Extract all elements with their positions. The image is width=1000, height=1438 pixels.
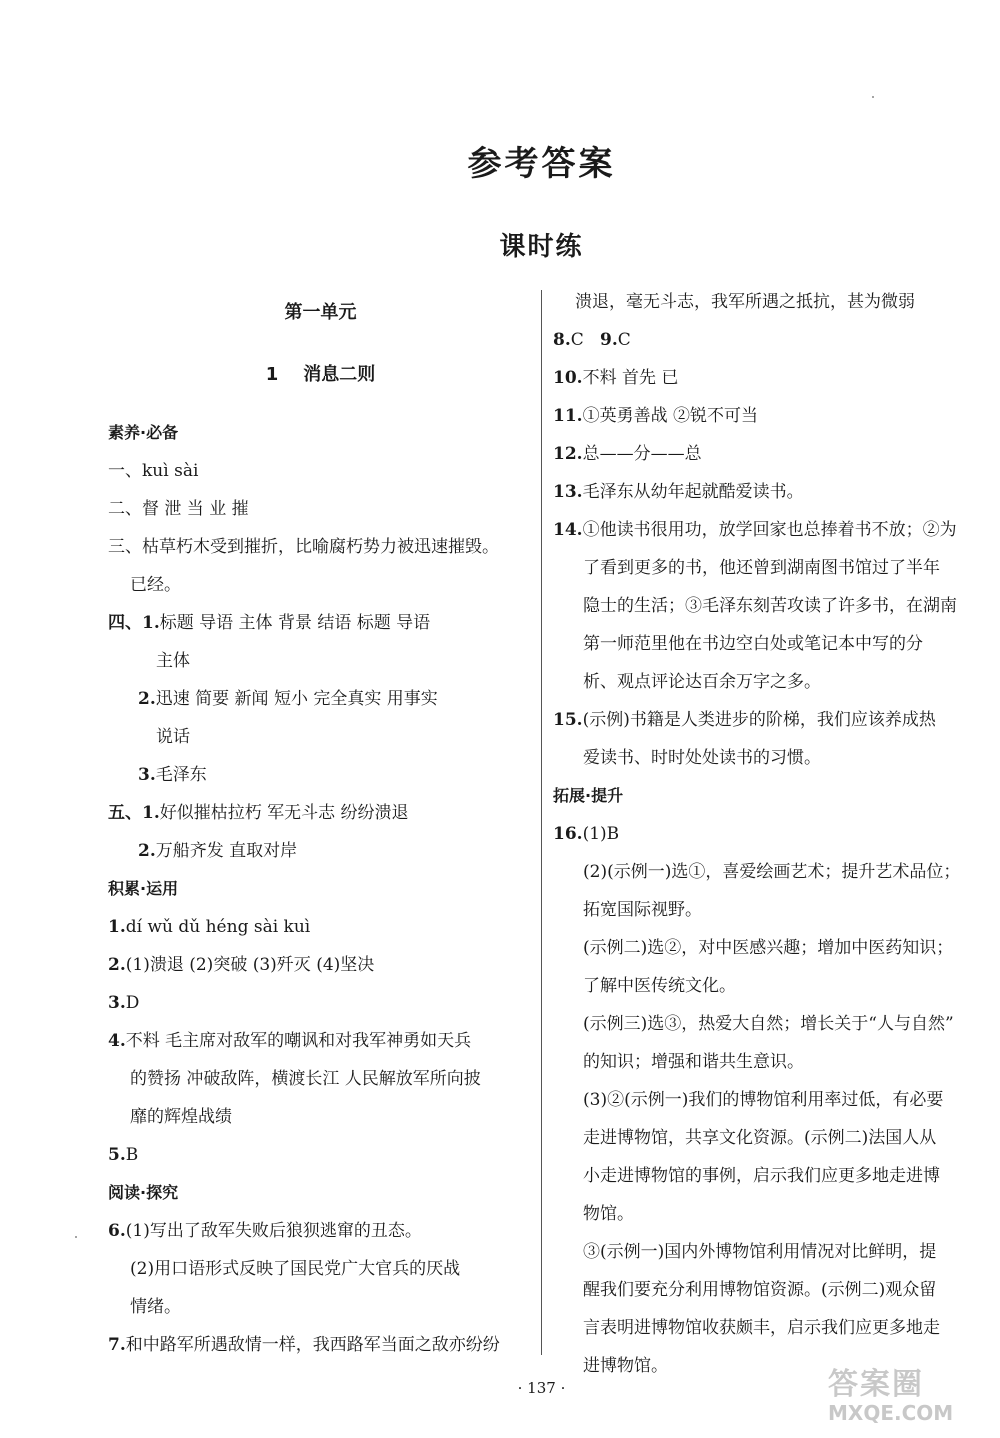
question-number: 4.	[108, 1031, 126, 1051]
question-answer: ①英勇善战 ②锐不可当	[582, 406, 758, 426]
answer-line: 溃退，毫无斗志，我军所遇之抵抗，甚为微弱	[575, 292, 915, 312]
question-number: 9.	[599, 330, 618, 350]
answer-line: 一、kuì sài	[108, 461, 199, 481]
answer-line	[553, 473, 978, 511]
question-number: 6.	[108, 1221, 126, 1241]
speck	[75, 1236, 77, 1238]
answer-line: 物馆。	[583, 1204, 634, 1224]
answer-line: 隐士的生活；③毛泽东刻苦攻读了许多书，在湖南	[583, 596, 957, 616]
answer-line	[108, 680, 533, 718]
question-answer: D	[125, 993, 140, 1013]
question-number: 3.	[108, 993, 126, 1013]
left-column	[108, 296, 533, 1364]
question-number: 15.	[553, 710, 583, 730]
question-answer: (1)写出了敌军失败后狼狈逃窜的丑态。	[125, 1221, 422, 1241]
right-column	[553, 283, 978, 1385]
answer-line: 第一师范里他在书边空白处或笔记本中写的分	[583, 634, 923, 654]
answer-line	[108, 1136, 533, 1174]
watermark-bottom: MXQE.COM	[828, 1401, 954, 1425]
item-number: 3.	[138, 765, 156, 785]
category-heading: 阅读·探究	[108, 1183, 179, 1202]
answer-line: ③(示例一)国内外博物馆利用情况对比鲜明，提	[583, 1242, 937, 1262]
answer-line: 已经。	[130, 575, 181, 595]
item-text: 迅速 简要 新闻 短小 完全真实 用事实	[155, 689, 438, 709]
answer-line	[108, 756, 533, 794]
question-answer: B	[125, 1145, 139, 1165]
question-number: 2.	[108, 955, 126, 975]
speck	[872, 96, 874, 98]
answer-line: 了看到更多的书，他还曾到湖南图书馆过了半年	[583, 558, 940, 578]
question-number: 16.	[553, 824, 583, 844]
question-answer: 不料 毛主席对敌军的嘲讽和对我军神勇如天兵	[125, 1031, 472, 1051]
category-heading: 积累·运用	[108, 879, 179, 898]
question-answer: C	[617, 330, 631, 350]
question-answer: 和中路军所遇敌情一样，我西路军当面之敌亦纷纷	[125, 1335, 500, 1355]
lesson-number: 1	[265, 364, 279, 385]
item-text: 好似摧枯拉朽 军无斗志 纷纷溃退	[159, 803, 409, 823]
watermark-top: 答案圈	[828, 1367, 924, 1402]
answer-line: (3)②(示例一)我们的博物馆利用率过低，有必要	[583, 1090, 944, 1110]
category-heading: 拓展·提升	[553, 786, 624, 805]
answer-line: 醒我们要充分利用博物馆资源。(示例二)观众留	[583, 1280, 937, 1300]
item-text: 毛泽东	[155, 765, 207, 785]
answer-line	[108, 984, 533, 1022]
answer-line	[553, 511, 978, 549]
question-answer: 不料 首先 已	[582, 368, 679, 388]
answer-line	[553, 359, 978, 397]
answer-line: 言表明进博物馆收获颇丰，启示我们应更多地走	[583, 1318, 940, 1338]
question-number: 13.	[553, 482, 583, 502]
page-number: · 137 ·	[517, 1379, 566, 1397]
answer-line: 靡的辉煌战绩	[130, 1107, 232, 1127]
category-heading: 素养·必备	[108, 423, 179, 442]
answer-line	[108, 794, 533, 832]
answer-line	[108, 1022, 533, 1060]
question-number: 10.	[553, 368, 583, 388]
answer-line: 的赞扬 冲破敌阵，横渡长江 人民解放军所向披	[130, 1069, 481, 1089]
section-title: 课时练	[499, 232, 584, 262]
answer-line	[553, 701, 978, 739]
question-number: 8.	[553, 330, 571, 350]
answer-line: 小走进博物馆的事例，启示我们应更多地走进博	[583, 1166, 940, 1186]
answer-line: 情绪。	[130, 1297, 181, 1317]
answer-line: 说话	[156, 727, 190, 747]
question-answer: 总——分——总	[582, 444, 702, 464]
answer-line: (2)(示例一)选①，喜爱绘画艺术；提升艺术品位；	[583, 862, 961, 882]
question-answer: C	[570, 330, 584, 350]
answer-line	[553, 815, 978, 853]
answer-line: 析、观点评论达百余万字之多。	[583, 672, 821, 692]
lesson-title: 消息二则	[303, 364, 376, 385]
question-number: 14.	[553, 520, 583, 540]
answer-line: 爱读书、时时处处读书的习惯。	[583, 748, 821, 768]
answer-line	[108, 1326, 533, 1364]
unit-heading: 第一单元	[284, 302, 357, 323]
watermark-logo	[828, 1368, 988, 1428]
item-number: 2.	[138, 689, 156, 709]
item-number: 2.	[138, 841, 156, 861]
question-number: 7.	[108, 1335, 126, 1355]
question-number: 11.	[553, 406, 583, 426]
answer-line: 走进博物馆，共享文化资源。(示例二)法国人从	[583, 1128, 937, 1148]
answer-line	[108, 832, 533, 870]
answer-line	[108, 946, 533, 984]
lesson-heading	[108, 358, 533, 414]
answer-line: 的知识；增强和谐共生意识。	[583, 1052, 804, 1072]
answer-line	[108, 908, 533, 946]
answer-line: 进博物馆。	[583, 1356, 668, 1376]
answer-line	[553, 321, 978, 359]
answer-line: 二、督 泄 当 业 摧	[108, 499, 249, 519]
column-divider	[541, 290, 542, 1355]
answer-line: (示例三)选③，热爱大自然；增长关于“人与自然”	[583, 1014, 954, 1034]
item-number: 四、1.	[108, 613, 160, 633]
question-number: 12.	[553, 444, 583, 464]
page-title: 参考答案	[467, 144, 616, 184]
answer-line: (2)用口语形式反映了国民党广大官兵的厌战	[130, 1259, 461, 1279]
question-answer: (1)B	[582, 824, 620, 844]
item-text: 标题 导语 主体 背景 结语 标题 导语	[159, 613, 431, 633]
item-number: 五、1.	[108, 803, 160, 823]
answer-line: 主体	[156, 651, 190, 671]
question-answer: dí wǔ dǔ héng sài kuì	[125, 917, 311, 937]
question-answer: (1)溃退 (2)突破 (3)歼灭 (4)坚决	[125, 955, 375, 975]
answer-line: 拓宽国际视野。	[583, 900, 702, 920]
answer-line: 三、枯草朽木受到摧折，比喻腐朽势力被迅速摧毁。	[108, 537, 499, 557]
question-number: 1.	[108, 917, 126, 937]
answer-line	[553, 435, 978, 473]
answer-line: 了解中医传统文化。	[583, 976, 736, 996]
answer-line	[108, 604, 533, 642]
answer-line: (示例二)选②，对中医感兴趣；增加中医药知识；	[583, 938, 954, 958]
question-answer: (示例)书籍是人类进步的阶梯，我们应该养成热	[582, 710, 936, 730]
question-number: 5.	[108, 1145, 126, 1165]
question-answer: ①他读书很用功，放学回家也总捧着书不放；②为	[582, 520, 957, 540]
answer-line	[108, 1212, 533, 1250]
question-answer: 毛泽东从幼年起就酷爱读书。	[582, 482, 804, 502]
answer-line	[553, 397, 978, 435]
item-text: 万船齐发 直取对岸	[155, 841, 298, 861]
